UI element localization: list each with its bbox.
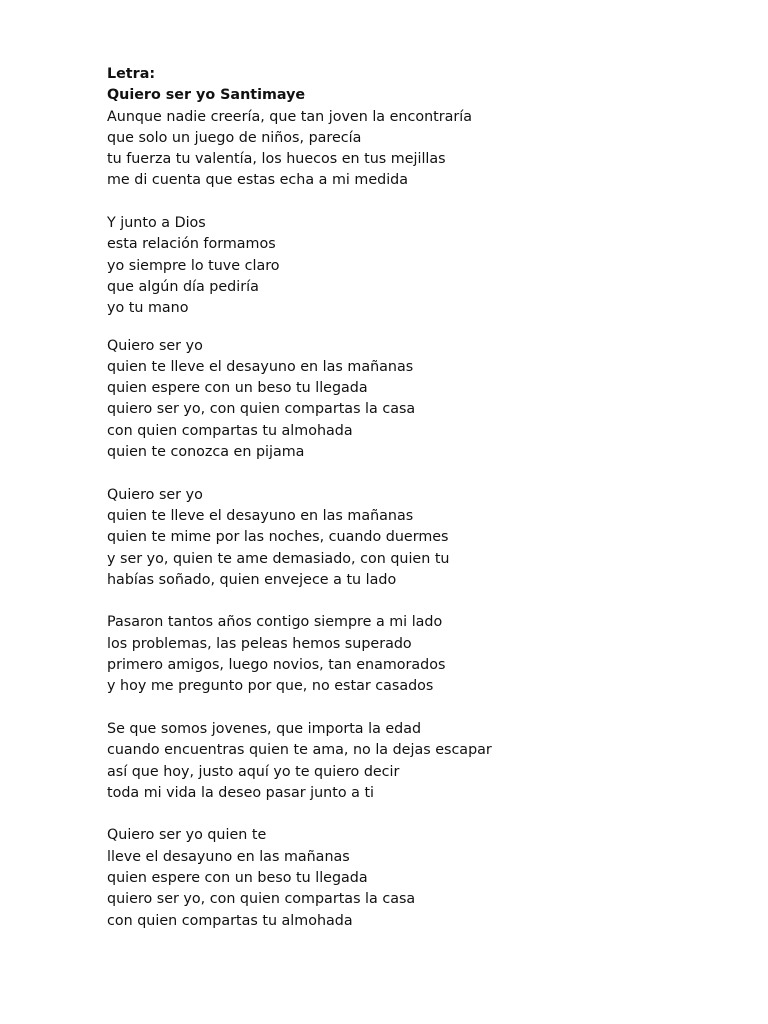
lyric-line: así que hoy, justo aquí yo te quiero decir [107, 763, 400, 780]
lyric-line: quiero ser yo, con quien compartas la casa [107, 891, 416, 908]
lyric-line: quien te mime por las noches, cuando duermes [107, 529, 449, 546]
lyric-line: Y junto a Dios [107, 215, 206, 232]
lyric-line: primero amigos, luego novios, tan enamorados [107, 657, 446, 674]
lyrics-label: Letra: [107, 66, 156, 82]
stanza-2 [107, 213, 667, 319]
lyric-line: quien te lleve el desayuno en las mañanas [107, 507, 414, 524]
lyric-line: con quien compartas tu almohada [107, 422, 353, 439]
stanza-7 [107, 825, 667, 931]
lyric-line: habías soñado, quien envejece a tu lado [107, 571, 397, 588]
lyric-line: Quiero ser yo [107, 486, 203, 503]
lyric-line: me di cuenta que estas echa a mi medida [107, 172, 409, 189]
lyric-line: que solo un juego de niños, parecía [107, 129, 362, 146]
lyric-line: Se que somos jovenes, que importa la edad [107, 720, 422, 737]
lyric-line: cuando encuentras quien te ama, no la dejas escapar [107, 742, 492, 759]
lyric-line: quiero ser yo, con quien compartas la casa [107, 401, 416, 418]
lyric-line: yo tu mano [107, 300, 189, 317]
lyric-line: los problemas, las peleas hemos superado [107, 635, 412, 652]
lyric-line: y ser yo, quien te ame demasiado, con quien tu [107, 550, 450, 567]
lyric-line: toda mi vida la deseo pasar junto a ti [107, 784, 375, 801]
stanza-3 [107, 336, 667, 464]
lyric-line: esta relación formamos [107, 236, 276, 253]
stanza-5 [107, 612, 667, 697]
lyric-line: lleve el desayuno en las mañanas [107, 848, 350, 865]
lyric-line: yo siempre lo tuve claro [107, 257, 280, 274]
song-title: Quiero ser yo Santimaye [107, 87, 306, 104]
lyric-line: y hoy me pregunto por que, no estar casados [107, 678, 434, 695]
stanza-6 [107, 719, 667, 804]
lyrics-body [107, 64, 667, 932]
stanza-1 [107, 107, 667, 192]
lyric-line: Pasaron tantos años contigo siempre a mi lado [107, 614, 443, 631]
lyric-line: quien espere con un beso tu llegada [107, 380, 368, 397]
lyric-line: quien espere con un beso tu llegada [107, 869, 368, 886]
lyric-line: quien te lleve el desayuno en las mañanas [107, 358, 414, 375]
lyric-line: con quien compartas tu almohada [107, 912, 353, 929]
lyric-line: que algún día pediría [107, 278, 259, 295]
stanza-4 [107, 485, 667, 591]
lyric-line: Quiero ser yo quien te [107, 827, 267, 844]
lyric-line: quien te conozca en pijama [107, 444, 305, 461]
lyric-line: Aunque nadie creería, que tan joven la encontraría [107, 108, 472, 125]
lyric-line: tu fuerza tu valentía, los huecos en tus mejillas [107, 151, 446, 168]
lyric-line: Quiero ser yo [107, 337, 203, 354]
